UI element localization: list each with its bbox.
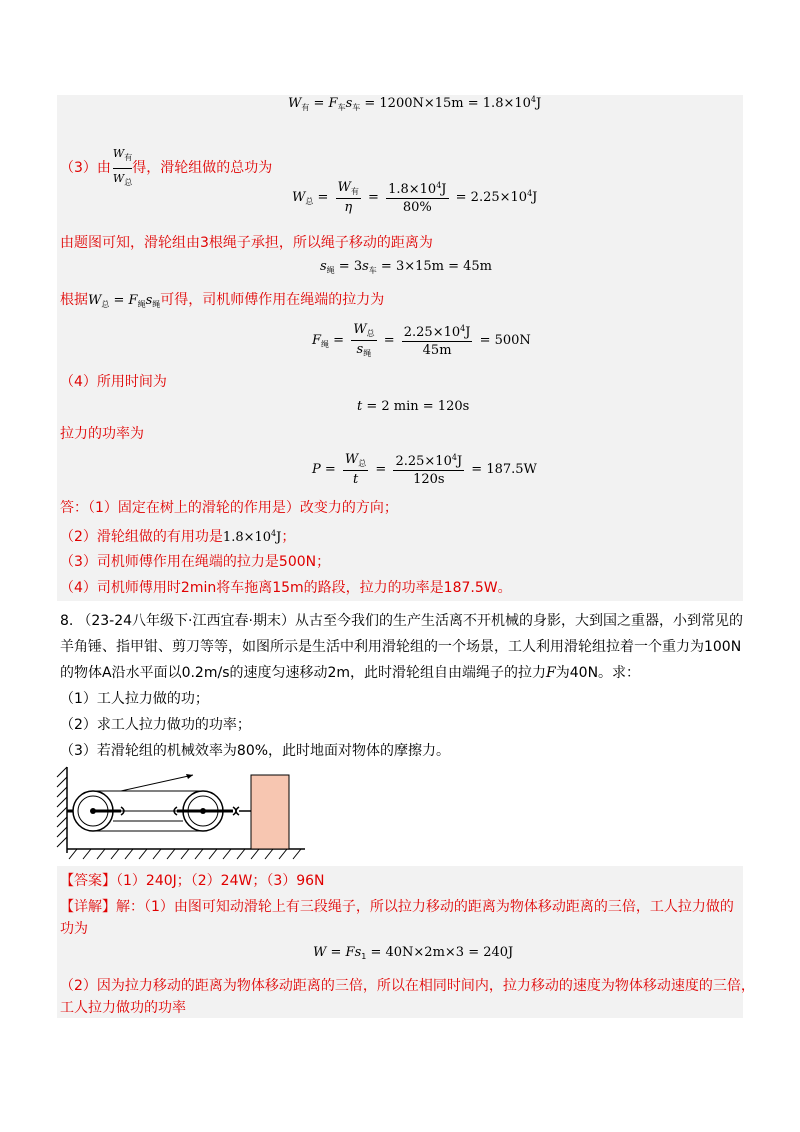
force-formula: $F_绳$ = $\frac{W_总}{s_绳}$ = $\frac{2.25\times 10^4J}{45m}$ = 500N — [312, 322, 531, 358]
step-4-line: （4）所用时间为 — [60, 374, 167, 390]
answer-1: 答：（1）固定在树上的滑轮的作用是）改变力的方向； — [60, 500, 398, 516]
answer-2: （2）滑轮组做的有用功是$1.8\times 10^4J$； — [60, 529, 296, 545]
answer-4: （4）司机师傅用时2min将车拖离15m的路段，拉力的功率是187.5W。 — [60, 580, 512, 596]
time-formula: t = 2 min = 120s — [357, 399, 470, 414]
rope-intro: 由题图可知，滑轮组由3根绳子承担，所以绳子移动的距离为 — [60, 235, 433, 251]
rope-distance-formula: $s_绳 = 3s_车 = 3\times 15m = 45m$ — [320, 259, 492, 275]
step-3-line: （3）由 $W_有$ $W_总$ 得，滑轮组做的总功为 — [60, 144, 272, 193]
total-work-formula: $W_总$ = $\frac{W_有}{\eta}$ = $\frac{1.8\times 10^4J}{80\%}$ = $2.25\times 10^4J$ — [292, 180, 538, 215]
detail-line-2b: 工人拉力做功的功率 — [60, 1000, 186, 1016]
question-8-sub-3: （3）若滑轮组的机械效率为80%，此时地面对物体的摩擦力。 — [60, 743, 451, 759]
answer-line: 【答案】（1）240J；（2）24W；（3）96N — [60, 873, 325, 889]
detail-line-1b: 功为 — [60, 921, 88, 937]
pulley-diagram — [55, 765, 315, 865]
useful-work-formula: $W_有 = F_车s_车 = 1200N\times 15m = 1.8\times 10^4J$ — [288, 95, 542, 112]
work-formula: $W = Fs_1 = 40N\times 2m\times 3 = 240J$ — [313, 945, 514, 961]
power-intro: 拉力的功率为 — [60, 426, 144, 442]
question-8-line-3: 的物体A沿水平面以0.2m/s的速度匀速移动2m，此时滑轮组自由端绳子的拉力F为40N。求： — [60, 665, 641, 681]
question-8-line-2: 羊角锤、指甲钳、剪刀等等，如图所示是生活中利用滑轮组的一个场景，工人利用滑轮组拉着一个重力为100N — [60, 639, 742, 655]
answer-3: （3）司机师傅作用在绳端的拉力是500N； — [60, 554, 331, 570]
question-8-sub-2: （2）求工人拉力做功的功率； — [60, 717, 251, 733]
power-formula: P = $\frac{W_总}{t}$ = $\frac{2.25\times 10^4J}{120s}$ = 187.5W — [312, 452, 537, 487]
force-intro: 根据$W_总 = F_绳s_绳$可得，司机师傅作用在绳端的拉力为 — [60, 292, 385, 309]
question-8-sub-1: （1）工人拉力做的功； — [60, 691, 209, 707]
question-8-line-1: 8. （23-24八年级下·江西宜春·期末）从古至今我们的生产生活离不开机械的身影，大到国之重器，小到常见的 — [60, 613, 743, 629]
detail-line-1: 【详解】解：（1）由图可知动滑轮上有三段绳子，所以拉力移动的距离为物体移动距离的三倍，工人拉力做的 — [60, 899, 734, 915]
detail-line-2: （2）因为拉力移动的距离为物体移动距离的三倍，所以在相同时间内，拉力移动的速度为物体移动速度的三倍， — [60, 978, 755, 994]
